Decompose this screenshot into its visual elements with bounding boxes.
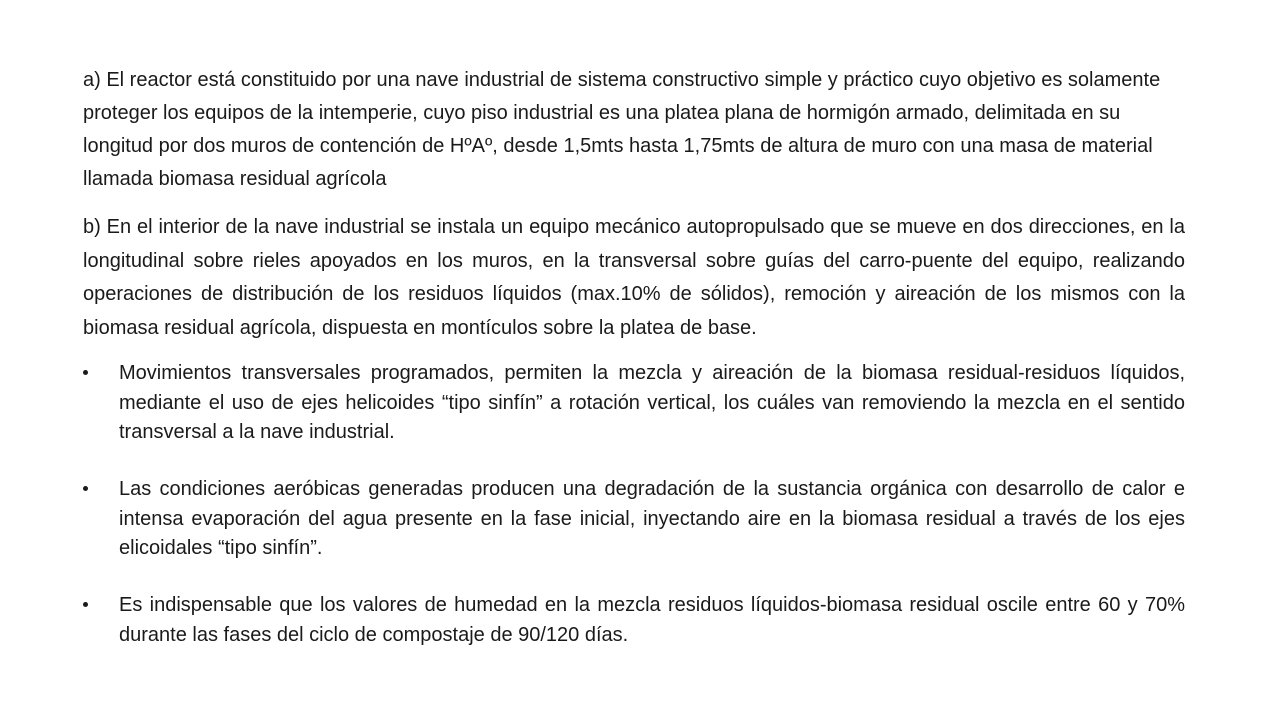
- paragraph-b: b) En el interior de la nave industrial se instala un equipo mecánico autopropulsado que se mueve en dos direcciones, en la longitudinal sobre rieles apoyados en los muros, en la transversal sobre guías del carro-puente del equipo, realizando operaciones de distribución de los residuos líquidos (max.10% de sólidos), remoción y aireación de los mismos con la biomasa residual agrícola, dispuesta en montículos sobre la platea de base.: [83, 216, 1185, 339]
- bullet-text: Movimientos transversales programados, permiten la mezcla y aireación de la biomasa residual-residuos líquidos, mediante el uso de ejes helicoides “tipo sinfín” a rotación vertical, los cuáles van removiendo la mezcla en el sentido transversal a la nave industrial.: [119, 362, 1185, 443]
- bullet-dot-icon: [83, 486, 88, 491]
- bullet-dot-icon: [83, 370, 88, 375]
- bullet-text: Es indispensable que los valores de humedad en la mezcla residuos líquidos-biomasa residual oscile entre 60 y 70% durante las fases del ciclo de compostaje de 90/120 días.: [119, 594, 1185, 646]
- paragraph-a: a) El reactor está constituido por una nave industrial de sistema constructivo simple y práctico cuyo objetivo es solamente proteger los equipos de la intemperie, cuyo piso industrial es una platea plana de hormigón armado, delimitada en su longitud por dos muros de contención de HºAº, desde 1,5mts hasta 1,75mts de altura de muro con una masa de material llamada biomasa residual agrícola: [83, 69, 1161, 190]
- bullet-text: Las condiciones aeróbicas generadas producen una degradación de la sustancia orgánica con desarrollo de calor e intensa evaporación del agua presente en la fase inicial, inyectando aire en la biomasa residual a través de los ejes elicoidales “tipo sinfín”.: [119, 478, 1185, 559]
- bullet-dot-icon: [83, 602, 88, 607]
